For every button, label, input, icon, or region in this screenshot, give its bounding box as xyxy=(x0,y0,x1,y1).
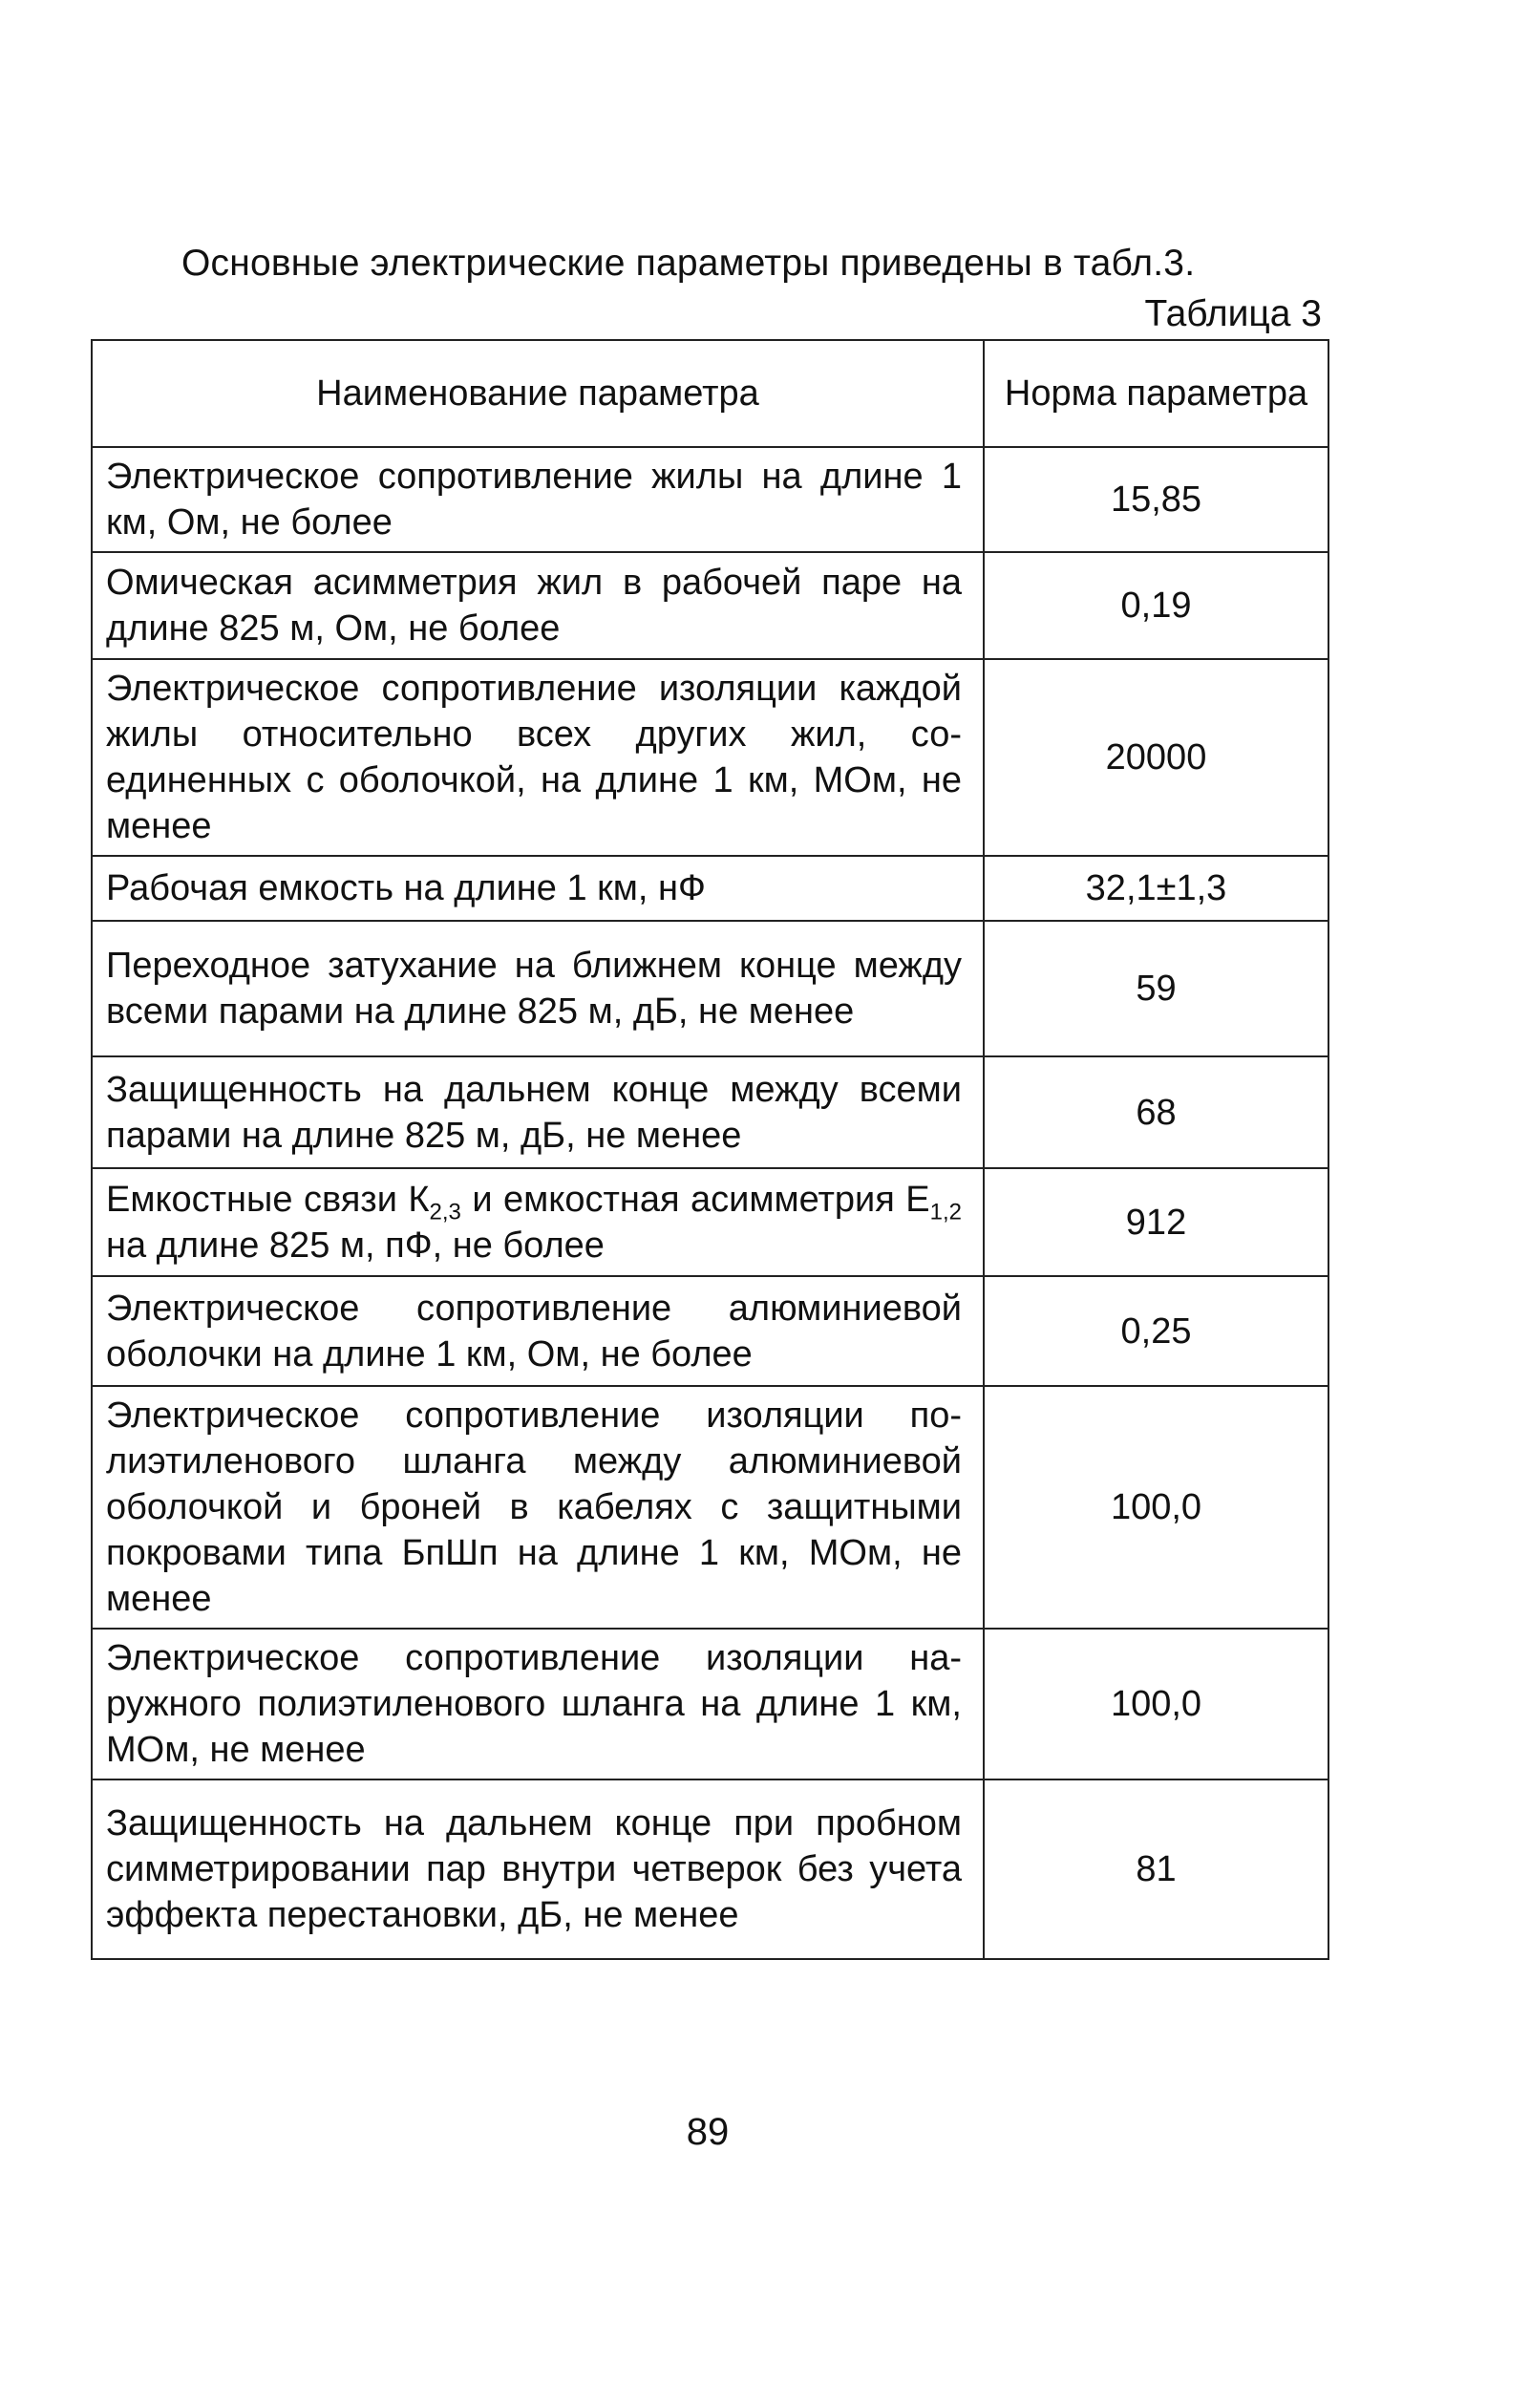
parameters-table xyxy=(91,339,1329,1960)
table-row xyxy=(92,552,1328,659)
parameter-name: Переходное затухание на ближнем конце между всеми парами на длине 825 м, дБ, не менее xyxy=(92,921,984,1056)
table-header-row xyxy=(92,340,1328,447)
header-parameter-name: Наименование параметра xyxy=(92,340,984,447)
parameter-value: 32,1±1,3 xyxy=(984,856,1328,921)
parameter-name xyxy=(92,1168,984,1276)
parameter-value: 20000 xyxy=(984,659,1328,856)
table-row xyxy=(92,659,1328,856)
table-row xyxy=(92,1168,1328,1276)
parameter-name-part: и емкостная асимметрия Е xyxy=(460,1179,930,1220)
table-caption: Таблица 3 xyxy=(1144,293,1322,334)
parameter-name: Электрическое сопротивление жилы на длине 1 км, Ом, не более xyxy=(92,447,984,552)
parameter-name: Защищенность на дальнем конце между всеми парами на длине 825 м, дБ, не менее xyxy=(92,1056,984,1168)
parameter-name: Электрическое сопротивление изоляции наружного полиэтиленового шланга на длине 1 км, МОм, не менее xyxy=(92,1629,984,1779)
parameter-value: 81 xyxy=(984,1779,1328,1959)
parameter-value: 0,25 xyxy=(984,1276,1328,1386)
parameter-name: Омическая асимметрия жил в рабочей паре на длине 825 м, Ом, не более xyxy=(92,552,984,659)
intro-text: Основные электрические параметры приведены в табл.3. xyxy=(181,243,1196,284)
parameter-name: Электрическое сопротивление изоляции каждой жилы относительно всех других жил, соединенных с оболочкой, на длине 1 км, МОм, не менее xyxy=(92,659,984,856)
table-row xyxy=(92,1056,1328,1168)
table-row xyxy=(92,856,1328,921)
parameter-value: 15,85 xyxy=(984,447,1328,552)
parameter-value: 912 xyxy=(984,1168,1328,1276)
parameter-name: Защищенность на дальнем конце при пробном симметрировании пар внутри четверок без учета эффекта перестановки, дБ, не менее xyxy=(92,1779,984,1959)
parameter-name: Электрическое сопротивление изоляции полиэтиленового шланга между алюминиевой оболочкой и броней в кабелях с защитными покровами типа БпШп на длине 1 км, МОм, не менее xyxy=(92,1386,984,1629)
parameter-name: Электрическое сопротивление алюминиевой оболочки на длине 1 км, Ом, не более xyxy=(92,1276,984,1386)
subscript: 2,3 xyxy=(429,1199,461,1225)
table-row xyxy=(92,447,1328,552)
parameter-name-part: на длине 825 м, пФ, не более xyxy=(106,1225,605,1266)
parameter-value: 59 xyxy=(984,921,1328,1056)
header-parameter-norm: Норма параметра xyxy=(984,340,1328,447)
parameter-value: 0,19 xyxy=(984,552,1328,659)
parameter-value: 68 xyxy=(984,1056,1328,1168)
subscript: 1,2 xyxy=(929,1199,962,1225)
page-number: 89 xyxy=(686,2111,730,2153)
table-row xyxy=(92,1779,1328,1959)
table-row xyxy=(92,921,1328,1056)
parameter-value: 100,0 xyxy=(984,1629,1328,1779)
table-row xyxy=(92,1629,1328,1779)
table-row xyxy=(92,1386,1328,1629)
parameter-name-part: Емкостные связи К xyxy=(106,1179,430,1220)
table-row xyxy=(92,1276,1328,1386)
parameter-name: Рабочая емкость на длине 1 км, нФ xyxy=(92,856,984,921)
parameter-value: 100,0 xyxy=(984,1386,1328,1629)
